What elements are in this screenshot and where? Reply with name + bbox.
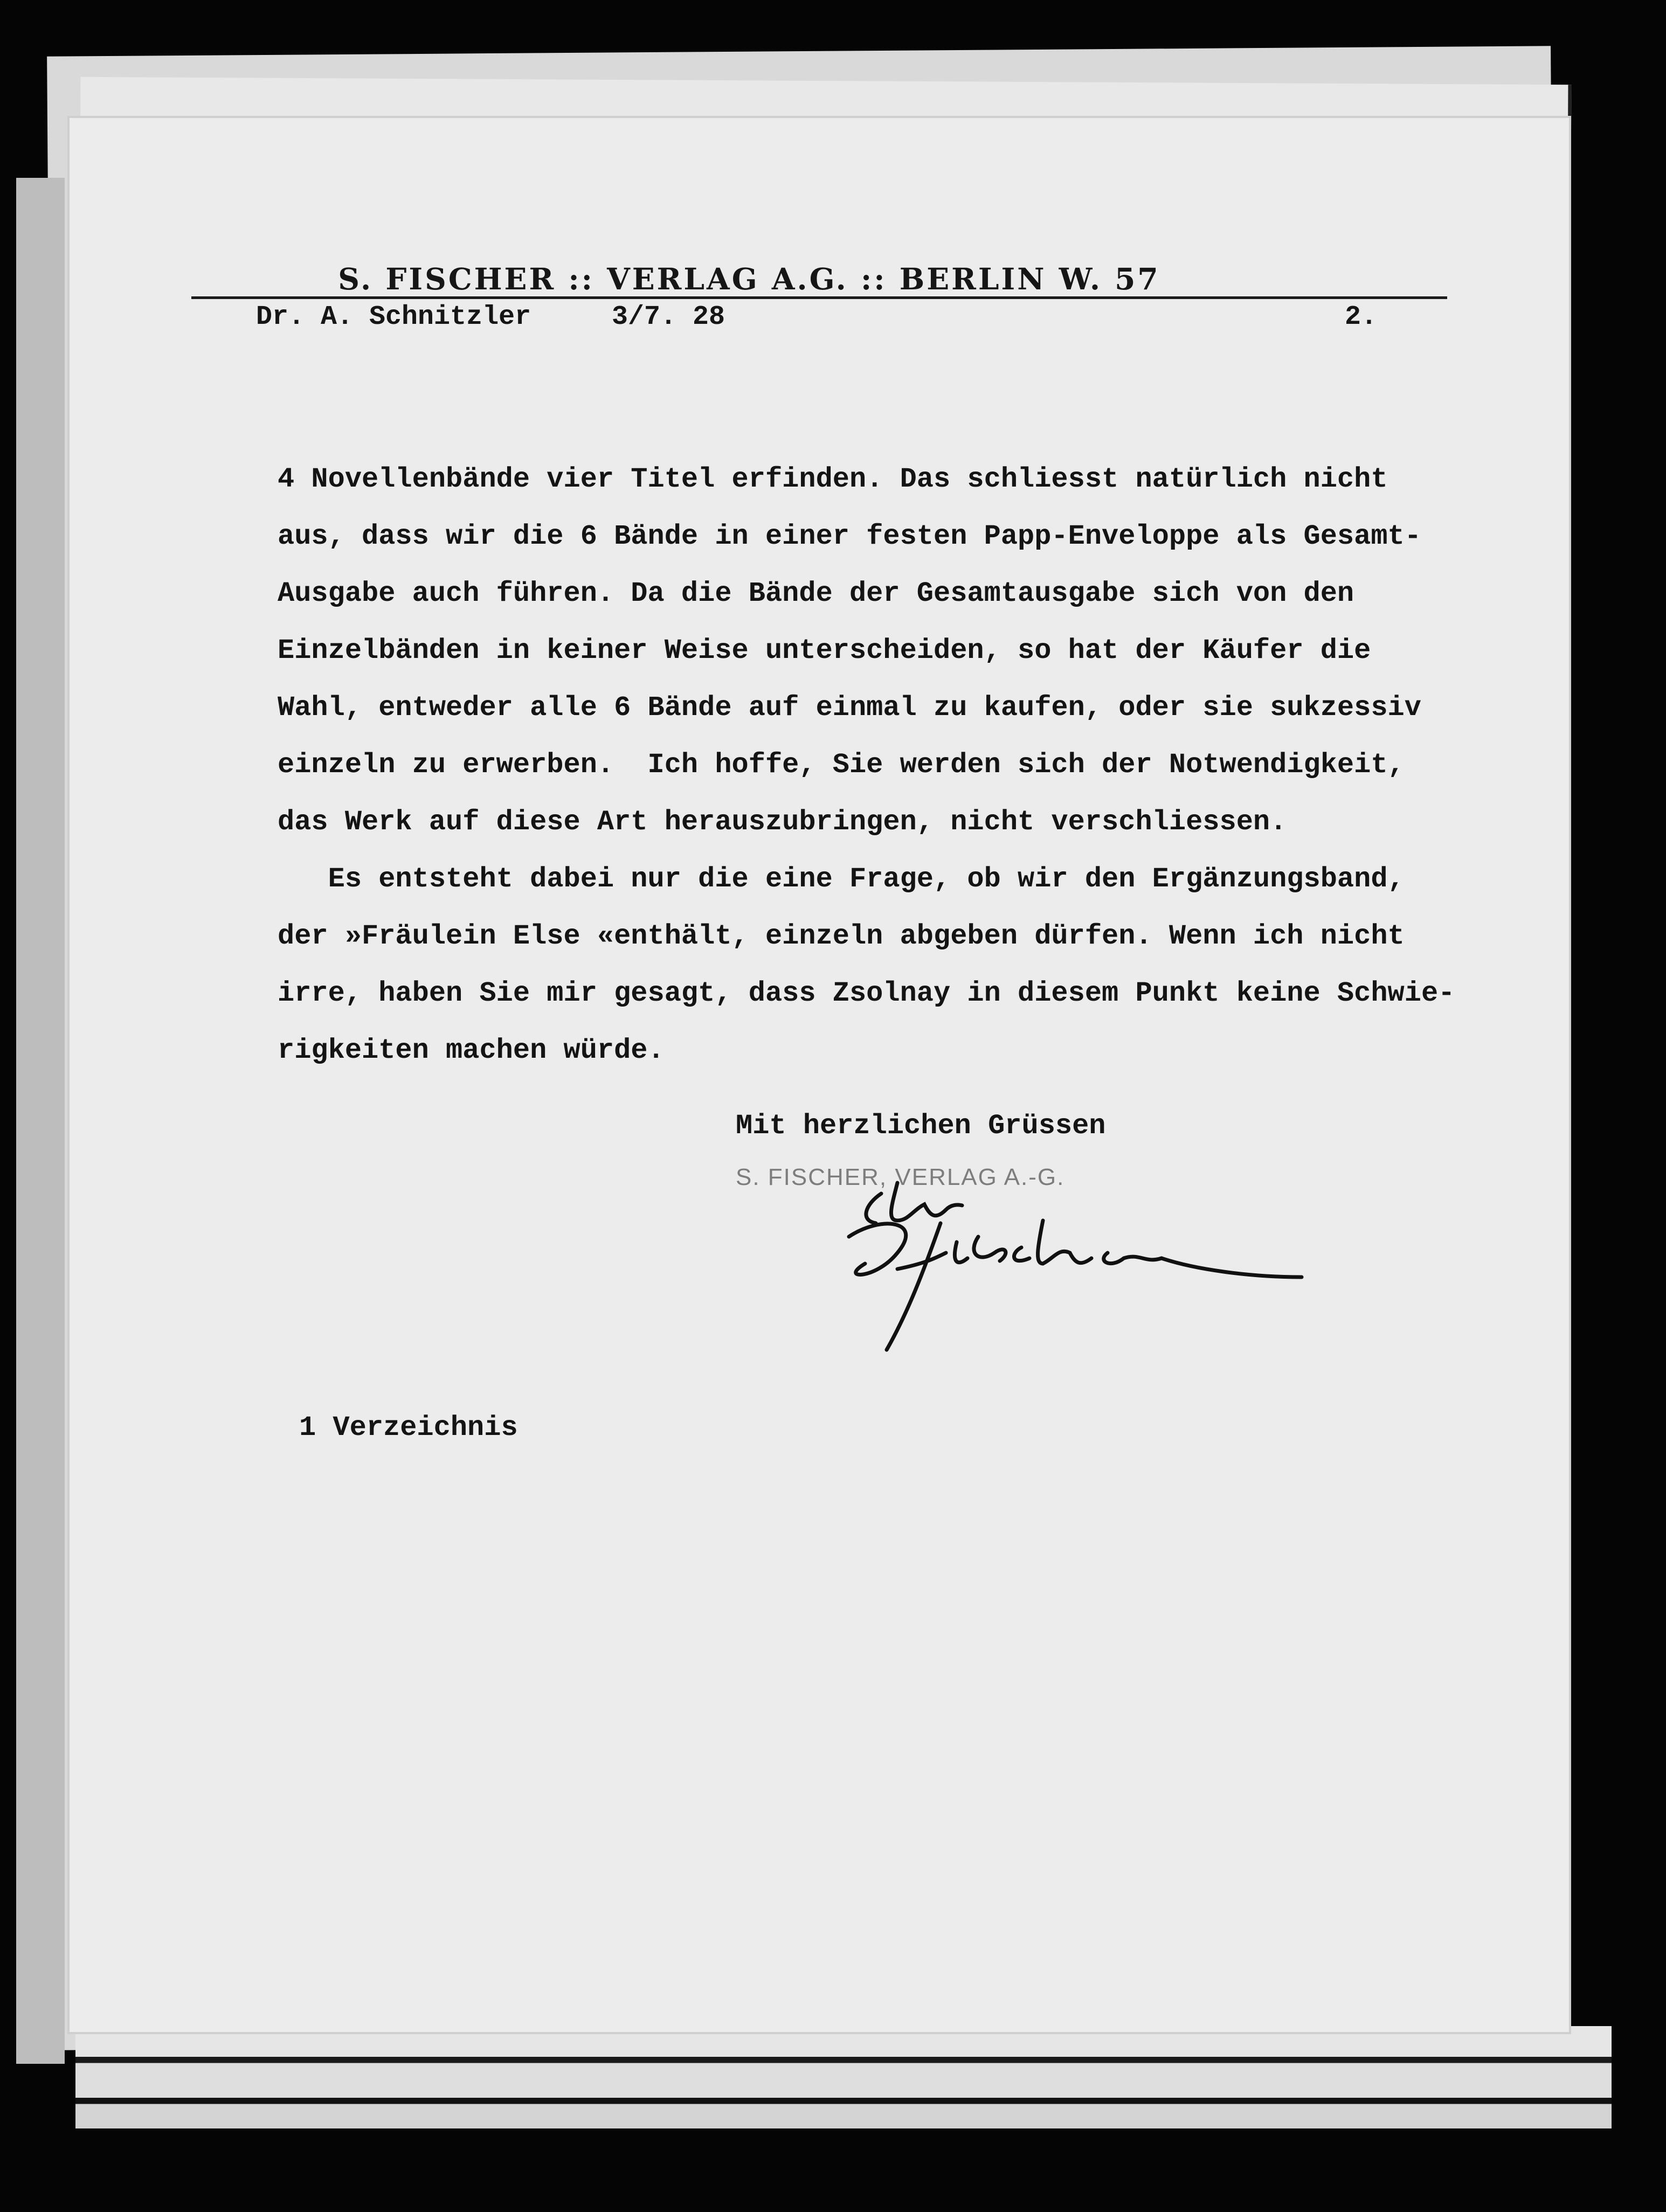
letterhead: S. FISCHER :: VERLAG A.G. :: BERLIN W. 57 bbox=[338, 261, 1160, 296]
body-line: aus, dass wir die 6 Bände in einer festen Papp-Enveloppe als Gesamt- bbox=[278, 521, 1421, 552]
page-number: 2. bbox=[1345, 302, 1378, 332]
body-line: rigkeiten machen würde. bbox=[278, 1035, 665, 1066]
body-line: Ausgabe auch führen. Da die Bände der Gesamtausgabe sich von den bbox=[278, 578, 1354, 609]
letterhead-rule bbox=[191, 296, 1447, 299]
body-line: Einzelbänden in keiner Weise unterscheiden, so hat der Käufer die bbox=[278, 635, 1371, 667]
body-line: einzeln zu erwerben. Ich hoffe, Sie werden sich der Notwendigkeit, bbox=[278, 749, 1405, 781]
letter-page bbox=[67, 116, 1571, 2034]
body-line: Es entsteht dabei nur die eine Frage, ob wir den Ergänzungsband, bbox=[278, 863, 1405, 895]
closing: Mit herzlichen Grüssen bbox=[736, 1110, 1106, 1142]
letter-date: 3/7. 28 bbox=[612, 302, 725, 332]
body-line: das Werk auf diese Art herauszubringen, nicht verschliessen. bbox=[278, 806, 1287, 838]
enclosure-note: 1 Verzeichnis bbox=[299, 1412, 518, 1444]
letter-body bbox=[278, 451, 1571, 1079]
recipient: Dr. A. Schnitzler bbox=[256, 302, 531, 332]
handwritten-signature bbox=[817, 1172, 1345, 1361]
company-stamp: S. FISCHER, VERLAG A.-G. bbox=[736, 1164, 1065, 1190]
body-line: Wahl, entweder alle 6 Bände auf einmal zu kaufen, oder sie sukzessiv bbox=[278, 692, 1421, 724]
body-line: irre, haben Sie mir gesagt, dass Zsolnay in diesem Punkt keine Schwie- bbox=[278, 977, 1455, 1009]
body-line: der »Fräulein Else «enthält, einzeln abgeben dürfen. Wenn ich nicht bbox=[278, 920, 1405, 952]
bottom-stacked-sheets bbox=[75, 2026, 1612, 2128]
left-edge-sheet bbox=[16, 178, 65, 2064]
body-line: 4 Novellenbände vier Titel erfinden. Das schliesst natürlich nicht bbox=[278, 463, 1388, 495]
